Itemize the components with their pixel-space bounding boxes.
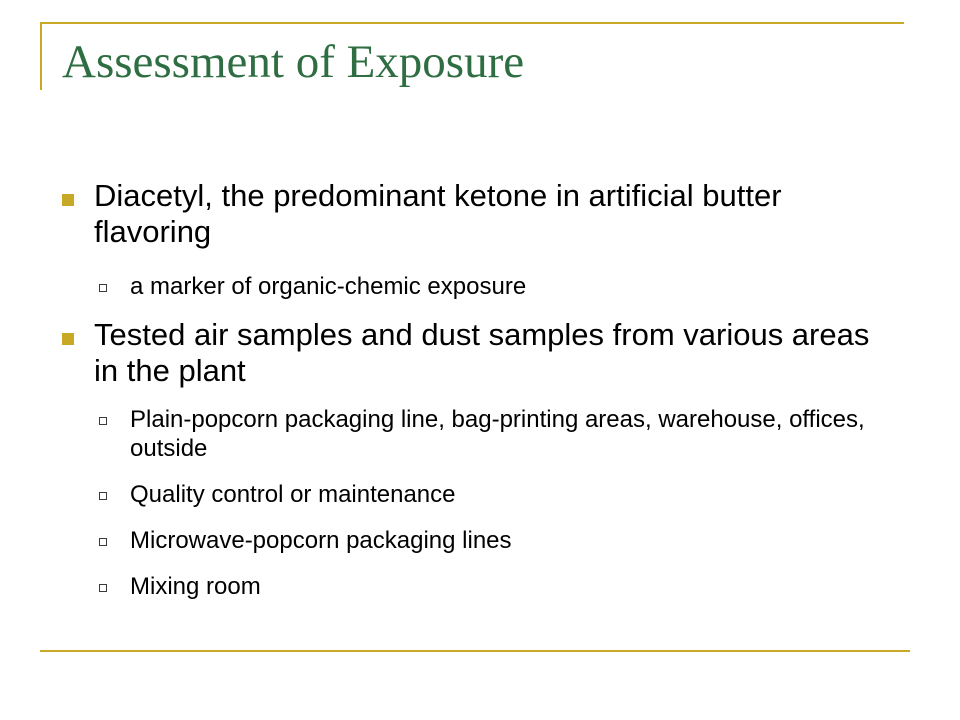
bullet-item-diacetyl	[62, 178, 882, 301]
bullet-text: Tested air samples and dust samples from various areas in the plant	[94, 317, 870, 388]
sub-bullet-text: Mixing room	[130, 573, 261, 600]
hollow-square-bullet-icon	[99, 284, 107, 292]
sub-bullet-text: Microwave-popcorn packaging lines	[130, 527, 512, 554]
sub-bullet-list	[94, 405, 882, 601]
sub-bullet-text: a marker of organic-chemic exposure	[130, 273, 527, 300]
slide-content	[62, 178, 882, 601]
sub-bullet-text: Quality control or maintenance	[130, 481, 456, 508]
slide-frame-left-rule	[40, 22, 42, 90]
sub-bullet-item	[94, 572, 882, 601]
slide-frame-top-rule	[40, 22, 904, 24]
sub-bullet-item	[94, 480, 882, 509]
sub-bullet-item	[94, 405, 882, 463]
square-bullet-icon	[62, 333, 74, 345]
sub-bullet-item	[94, 526, 882, 555]
slide-frame-bottom-rule	[40, 650, 910, 652]
hollow-square-bullet-icon	[99, 417, 107, 425]
hollow-square-bullet-icon	[99, 492, 107, 500]
slide-title: Assessment of Exposure	[62, 36, 525, 88]
square-bullet-icon	[62, 194, 74, 206]
hollow-square-bullet-icon	[99, 584, 107, 592]
sub-bullet-list	[94, 272, 882, 301]
sub-bullet-text: Plain-popcorn packaging line, bag-printing areas, warehouse, offices, outside	[130, 406, 865, 462]
hollow-square-bullet-icon	[99, 538, 107, 546]
sub-bullet-item	[94, 272, 882, 301]
bullet-text: Diacetyl, the predominant ketone in artificial butter flavoring	[94, 178, 782, 249]
bullet-item-samples	[62, 317, 882, 601]
